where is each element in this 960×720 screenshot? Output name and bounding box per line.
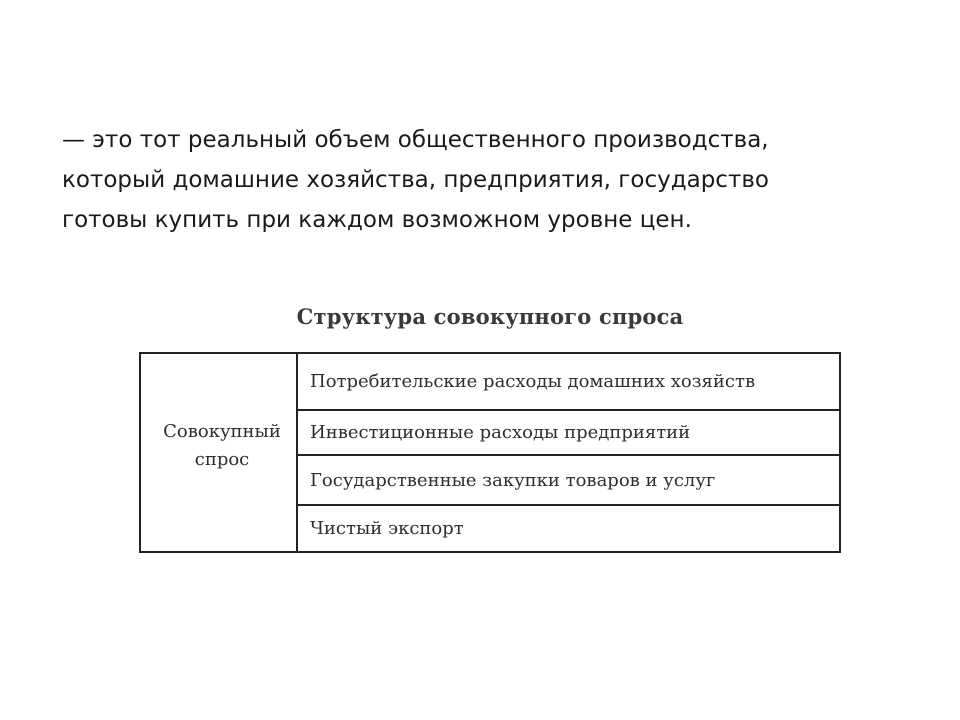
table-left-cell: [141, 354, 298, 551]
aggregate-demand-table: [139, 352, 841, 553]
table-row: Потребительские расходы домашних хозяйств: [298, 354, 839, 411]
table-title: Структура совокупного спроса: [296, 304, 684, 329]
definition-line: готовы купить при каждом возможном уровне цен.: [62, 207, 692, 233]
table-row: Чистый экспорт: [310, 518, 464, 539]
table-row: Инвестиционные расходы предприятий: [298, 411, 839, 456]
definition-line: который домашние хозяйства, предприятия, государство: [62, 167, 769, 193]
table-row: Государственные закупки товаров и услуг: [298, 456, 839, 506]
definition-line: — это тот реальный объем общественного производства,: [62, 127, 769, 153]
table-rows: [298, 354, 839, 551]
left-label-line: спрос: [194, 449, 250, 470]
left-cell-label: [149, 418, 295, 474]
left-label-line: Совокупный: [163, 421, 281, 442]
definition-text: [62, 120, 922, 240]
